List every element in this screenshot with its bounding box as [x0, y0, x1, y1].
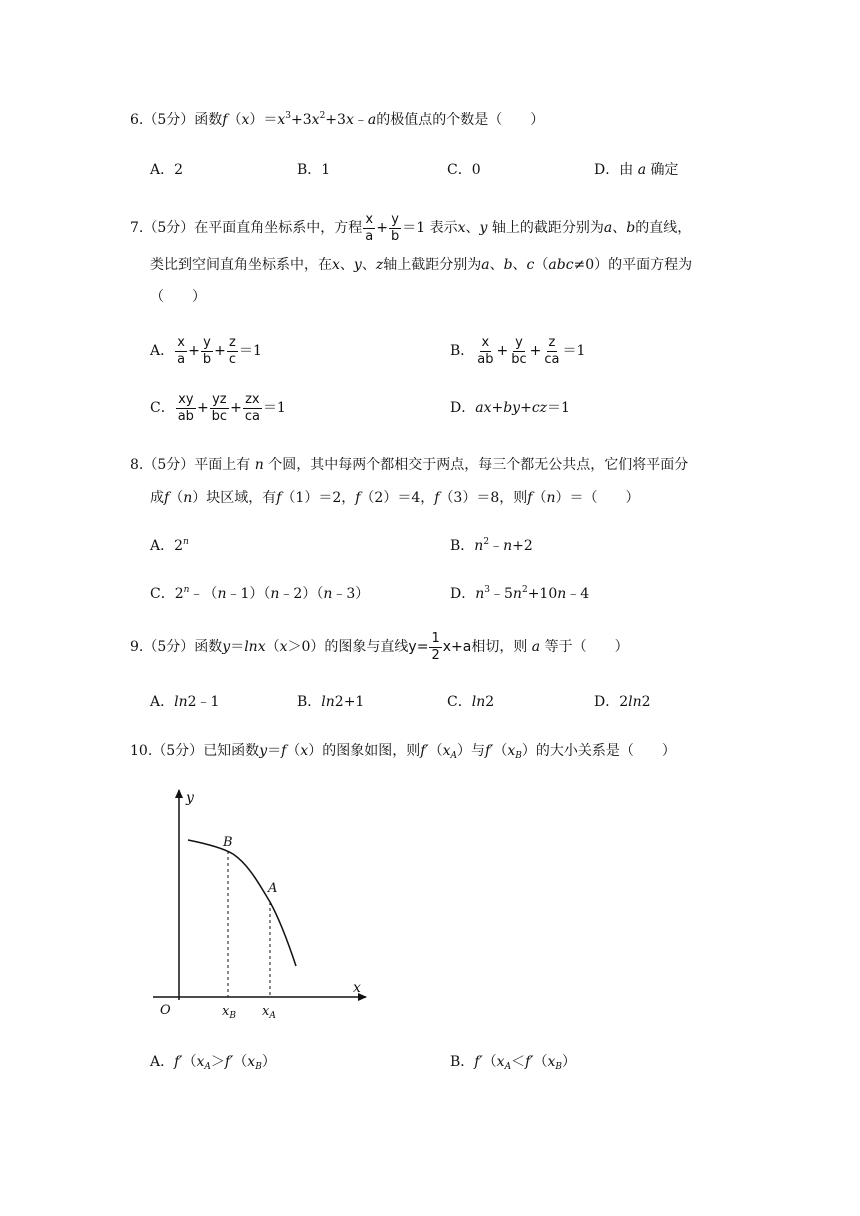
- question-8-line-2: 成f（n）块区域，有f（1）＝2，f（2）＝4，f（3）＝8，则f（n）＝（ ）: [150, 490, 640, 506]
- q7-option-b[interactable]: B． $\frac{x}{ab}$ + $\frac{y}{bc}$ + $\frac{z}{ca}$ ＝1: [450, 334, 586, 367]
- fraction-x-over-a: $\frac{x}{a}$: [365, 211, 374, 244]
- points: （5分）: [143, 639, 195, 655]
- q6-option-c[interactable]: C．0: [447, 162, 481, 178]
- points: （5分）: [152, 743, 204, 759]
- point-b-label: B: [223, 835, 233, 850]
- question-number: 6.: [130, 112, 144, 128]
- q6-option-b[interactable]: B．1: [297, 162, 331, 178]
- question-7-stem: 7.（5分）在平面直角坐标系中，方程 $\frac{x}{a}$ + $\frac{y}{b}$ ＝1 表示x、y 轴上的截距分别为a、b的直线，: [130, 211, 692, 244]
- question-7-line-2: 类比到空间直角坐标系中，在x、y、z轴上截距分别为a、b、c（abc≠0）的平面方程为: [150, 257, 693, 273]
- point-a-label: A: [268, 881, 278, 896]
- q6-option-a[interactable]: A．2: [150, 162, 184, 178]
- q8-option-a[interactable]: A．2$^n$: [150, 537, 189, 554]
- q6-option-d[interactable]: D．由 a 确定: [594, 162, 679, 178]
- points: （5分）: [143, 457, 195, 473]
- q8-option-b[interactable]: B．$n^2﹣n+2$: [450, 537, 533, 554]
- q7-option-d[interactable]: D．ax+by+cz＝1: [450, 400, 570, 416]
- function-curve: [188, 840, 296, 966]
- fraction-y-over-b: $\frac{y}{b}$: [390, 211, 400, 244]
- q7-option-c[interactable]: C． $\frac{xy}{ab}$ + $\frac{yz}{bc}$ + $\frac{zx}{ca}$ ＝1: [150, 391, 286, 424]
- q8-option-c[interactable]: C．2$^n$﹣（n﹣1）（n﹣2）（n﹣3）: [150, 585, 370, 602]
- xb-tick-label: $x_B$: [222, 1004, 236, 1021]
- q8-option-d[interactable]: D．$n^3﹣5n^2+10n﹣4$: [450, 585, 590, 602]
- tangent-line-y: y=: [408, 639, 429, 655]
- q9-option-c[interactable]: C．ln2: [447, 694, 495, 710]
- y-axis-label: y: [186, 790, 194, 806]
- question-number: 8.: [130, 457, 144, 473]
- question-6-stem: 6.（5分）函数$f(x)=x^3+3x^2+3x﹣a$的极值点的个数是（ ）: [130, 111, 545, 128]
- xa-tick-label: $x_A$: [262, 1004, 276, 1021]
- points: （5分）: [143, 220, 195, 236]
- question-7-line-3: （ ）: [150, 289, 206, 305]
- question-9-stem: 9.（5分）函数y＝lnx（x＞0）的图象与直线y= $\frac{1}{2}$ x+a相切，则 a 等于（ ）: [130, 630, 629, 663]
- q7-option-a[interactable]: A． $\frac{x}{a}$ + $\frac{y}{b}$ + $\frac{z}{c}$ ＝1: [150, 334, 262, 367]
- question-number: 7.: [130, 220, 144, 236]
- question-number: 9.: [130, 639, 144, 655]
- origin-label: O: [160, 1003, 171, 1018]
- q9-option-b[interactable]: B．ln2+1: [297, 694, 365, 710]
- question-number: 10.: [130, 743, 153, 759]
- question-10-stem: 10.（5分）已知函数y＝f（x）的图象如图，则$f'(x_A)$与$f'(x_B)$的大小关系是（ ）: [130, 743, 676, 761]
- q9-option-a[interactable]: A．ln2﹣1: [150, 694, 220, 710]
- function-graph-figure: [148, 782, 378, 1032]
- question-8-stem: 8.（5分）平面上有 n 个圆，其中每两个都相交于两点，每三个都无公共点，它们将平面分: [130, 457, 689, 473]
- x-axis-label: x: [353, 980, 361, 996]
- q9-option-d[interactable]: D．2ln2: [594, 694, 651, 710]
- points: （5分）: [143, 112, 195, 128]
- q10-option-a[interactable]: A．$f'(x_A>f'(x_B)$: [150, 1054, 276, 1072]
- q10-option-b[interactable]: B．$f'(x_A<f'(x_B)$: [450, 1054, 576, 1072]
- fraction-one-half: $\frac{1}{2}$: [431, 630, 440, 663]
